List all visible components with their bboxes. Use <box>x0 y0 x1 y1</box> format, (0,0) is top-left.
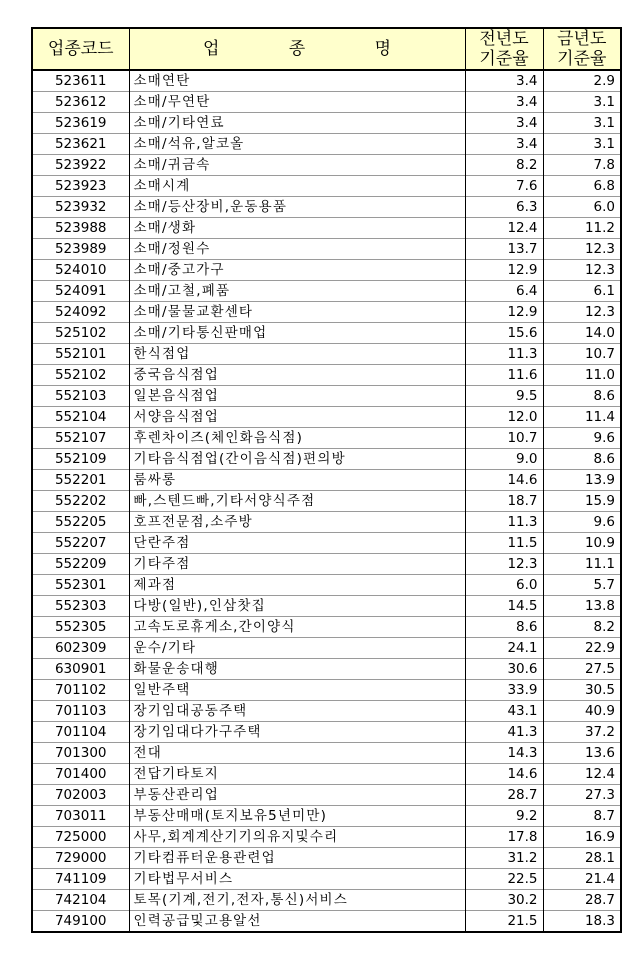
row-code: 729000 <box>32 848 129 869</box>
row-name: 소매/등산장비,운동용품 <box>129 197 465 218</box>
row-curr-rate: 10.7 <box>543 344 621 365</box>
table-row <box>32 70 621 92</box>
row-code: 523923 <box>32 176 129 197</box>
header-prev-rate-line1: 전년도 <box>479 29 529 49</box>
row-prev-rate: 11.3 <box>465 512 543 533</box>
table-row <box>32 428 621 449</box>
row-curr-rate: 12.3 <box>543 302 621 323</box>
row-prev-rate: 31.2 <box>465 848 543 869</box>
row-code: 701103 <box>32 701 129 722</box>
row-curr-rate: 7.8 <box>543 155 621 176</box>
table-row <box>32 449 621 470</box>
row-code: 701102 <box>32 680 129 701</box>
row-prev-rate: 13.7 <box>465 239 543 260</box>
table-row <box>32 155 621 176</box>
table-row <box>32 512 621 533</box>
table-body <box>32 70 621 932</box>
row-curr-rate: 14.0 <box>543 323 621 344</box>
row-name: 다방(일반),인삼찻집 <box>129 596 465 617</box>
row-name: 화물운송대행 <box>129 659 465 680</box>
row-name: 소매/무연탄 <box>129 92 465 113</box>
row-name: 룸싸롱 <box>129 470 465 491</box>
row-curr-rate: 21.4 <box>543 869 621 890</box>
row-name: 빠,스텐드빠,기타서양식주점 <box>129 491 465 512</box>
table-row <box>32 806 621 827</box>
row-name: 소매/고철,폐품 <box>129 281 465 302</box>
row-code: 552202 <box>32 491 129 512</box>
header-code: 업종코드 <box>32 28 129 70</box>
row-curr-rate: 5.7 <box>543 575 621 596</box>
row-curr-rate: 9.6 <box>543 428 621 449</box>
row-prev-rate: 6.4 <box>465 281 543 302</box>
row-name: 소매/석유,알코올 <box>129 134 465 155</box>
row-code: 523922 <box>32 155 129 176</box>
row-curr-rate: 11.4 <box>543 407 621 428</box>
row-code: 523612 <box>32 92 129 113</box>
table-row <box>32 113 621 134</box>
table-row <box>32 617 621 638</box>
row-code: 524091 <box>32 281 129 302</box>
row-name: 토목(기계,전기,전자,통신)서비스 <box>129 890 465 911</box>
row-curr-rate: 15.9 <box>543 491 621 512</box>
row-prev-rate: 3.4 <box>465 92 543 113</box>
row-code: 552305 <box>32 617 129 638</box>
row-code: 525102 <box>32 323 129 344</box>
table-row <box>32 386 621 407</box>
table-row <box>32 176 621 197</box>
row-prev-rate: 3.4 <box>465 134 543 155</box>
row-code: 552207 <box>32 533 129 554</box>
row-prev-rate: 14.3 <box>465 743 543 764</box>
table-row <box>32 743 621 764</box>
row-curr-rate: 13.8 <box>543 596 621 617</box>
table-row <box>32 134 621 155</box>
row-code: 552103 <box>32 386 129 407</box>
row-name: 일반주택 <box>129 680 465 701</box>
row-code: 552102 <box>32 365 129 386</box>
row-name: 소매/정원수 <box>129 239 465 260</box>
row-curr-rate: 11.1 <box>543 554 621 575</box>
row-prev-rate: 8.6 <box>465 617 543 638</box>
row-prev-rate: 30.2 <box>465 890 543 911</box>
row-code: 602309 <box>32 638 129 659</box>
row-curr-rate: 28.7 <box>543 890 621 911</box>
row-curr-rate: 12.3 <box>543 239 621 260</box>
row-name: 장기임대공동주택 <box>129 701 465 722</box>
row-code: 741109 <box>32 869 129 890</box>
row-prev-rate: 12.4 <box>465 218 543 239</box>
row-curr-rate: 9.6 <box>543 512 621 533</box>
row-name: 전대 <box>129 743 465 764</box>
row-name: 사무,회계계산기기의유지및수리 <box>129 827 465 848</box>
header-prev-rate-line2: 기준율 <box>479 49 529 69</box>
row-curr-rate: 8.6 <box>543 449 621 470</box>
row-name: 소매/귀금속 <box>129 155 465 176</box>
row-name: 부동산매매(토지보유5년미만) <box>129 806 465 827</box>
row-code: 742104 <box>32 890 129 911</box>
row-name: 후렌차이즈(체인화음식점) <box>129 428 465 449</box>
row-code: 703011 <box>32 806 129 827</box>
row-code: 552301 <box>32 575 129 596</box>
row-curr-rate: 40.9 <box>543 701 621 722</box>
row-name: 중국음식점업 <box>129 365 465 386</box>
row-prev-rate: 41.3 <box>465 722 543 743</box>
row-name: 소매/기타통신판매업 <box>129 323 465 344</box>
table-row <box>32 218 621 239</box>
table-row <box>32 407 621 428</box>
row-name: 운수/기타 <box>129 638 465 659</box>
row-code: 552303 <box>32 596 129 617</box>
row-name: 기타음식점업(간이음식점)편의방 <box>129 449 465 470</box>
row-curr-rate: 27.3 <box>543 785 621 806</box>
row-curr-rate: 13.6 <box>543 743 621 764</box>
row-prev-rate: 6.3 <box>465 197 543 218</box>
row-name: 일본음식점업 <box>129 386 465 407</box>
header-prev-rate <box>465 28 543 70</box>
row-prev-rate: 9.2 <box>465 806 543 827</box>
row-curr-rate: 18.3 <box>543 911 621 933</box>
row-prev-rate: 9.0 <box>465 449 543 470</box>
row-curr-rate: 6.1 <box>543 281 621 302</box>
row-curr-rate: 6.0 <box>543 197 621 218</box>
row-name: 기타컴퓨터운용관련업 <box>129 848 465 869</box>
row-curr-rate: 10.9 <box>543 533 621 554</box>
row-prev-rate: 3.4 <box>465 70 543 92</box>
row-code: 552209 <box>32 554 129 575</box>
row-name: 서양음식점업 <box>129 407 465 428</box>
table-row <box>32 197 621 218</box>
table-row <box>32 575 621 596</box>
table-row <box>32 680 621 701</box>
row-code: 702003 <box>32 785 129 806</box>
row-prev-rate: 12.9 <box>465 260 543 281</box>
table-row <box>32 470 621 491</box>
row-code: 701300 <box>32 743 129 764</box>
row-curr-rate: 3.1 <box>543 113 621 134</box>
table-row <box>32 281 621 302</box>
row-prev-rate: 12.9 <box>465 302 543 323</box>
row-code: 524010 <box>32 260 129 281</box>
rate-table <box>31 27 622 933</box>
row-prev-rate: 9.5 <box>465 386 543 407</box>
row-code: 749100 <box>32 911 129 933</box>
row-name: 전답기타토지 <box>129 764 465 785</box>
row-name: 소매/중고가구 <box>129 260 465 281</box>
row-name: 한식점업 <box>129 344 465 365</box>
row-prev-rate: 11.6 <box>465 365 543 386</box>
row-curr-rate: 13.9 <box>543 470 621 491</box>
row-code: 552109 <box>32 449 129 470</box>
table-row <box>32 785 621 806</box>
table-row <box>32 323 621 344</box>
row-name: 기타주점 <box>129 554 465 575</box>
header-curr-rate-line2: 기준율 <box>557 49 607 69</box>
row-prev-rate: 22.5 <box>465 869 543 890</box>
row-code: 630901 <box>32 659 129 680</box>
row-code: 523611 <box>32 70 129 92</box>
row-prev-rate: 3.4 <box>465 113 543 134</box>
table-row <box>32 344 621 365</box>
row-prev-rate: 14.6 <box>465 764 543 785</box>
row-code: 523619 <box>32 113 129 134</box>
row-curr-rate: 3.1 <box>543 134 621 155</box>
table-row <box>32 533 621 554</box>
table-row <box>32 701 621 722</box>
row-name: 소매연탄 <box>129 70 465 92</box>
row-code: 552107 <box>32 428 129 449</box>
row-prev-rate: 43.1 <box>465 701 543 722</box>
row-curr-rate: 30.5 <box>543 680 621 701</box>
row-prev-rate: 8.2 <box>465 155 543 176</box>
table-row <box>32 239 621 260</box>
row-prev-rate: 7.6 <box>465 176 543 197</box>
row-prev-rate: 10.7 <box>465 428 543 449</box>
row-code: 701104 <box>32 722 129 743</box>
table-row <box>32 260 621 281</box>
row-prev-rate: 12.0 <box>465 407 543 428</box>
row-name: 고속도로휴게소,간이양식 <box>129 617 465 638</box>
row-code: 523988 <box>32 218 129 239</box>
row-prev-rate: 21.5 <box>465 911 543 933</box>
header-curr-rate <box>543 28 621 70</box>
table-row <box>32 911 621 933</box>
row-code: 523932 <box>32 197 129 218</box>
row-code: 523621 <box>32 134 129 155</box>
row-prev-rate: 30.6 <box>465 659 543 680</box>
row-code: 523989 <box>32 239 129 260</box>
row-code: 552101 <box>32 344 129 365</box>
row-name: 기타법무서비스 <box>129 869 465 890</box>
table-row <box>32 869 621 890</box>
row-prev-rate: 11.3 <box>465 344 543 365</box>
row-curr-rate: 22.9 <box>543 638 621 659</box>
row-curr-rate: 8.7 <box>543 806 621 827</box>
table-row <box>32 92 621 113</box>
table-row <box>32 554 621 575</box>
row-curr-rate: 12.4 <box>543 764 621 785</box>
table-row <box>32 722 621 743</box>
table-row <box>32 302 621 323</box>
row-name: 부동산관리업 <box>129 785 465 806</box>
row-name: 소매/기타연료 <box>129 113 465 134</box>
table-row <box>32 764 621 785</box>
header-curr-rate-line1: 금년도 <box>557 29 607 49</box>
row-prev-rate: 12.3 <box>465 554 543 575</box>
row-prev-rate: 11.5 <box>465 533 543 554</box>
table-row <box>32 827 621 848</box>
row-name: 소매시계 <box>129 176 465 197</box>
row-curr-rate: 3.1 <box>543 92 621 113</box>
row-code: 701400 <box>32 764 129 785</box>
row-name: 인력공급및고용알선 <box>129 911 465 933</box>
table-row <box>32 848 621 869</box>
row-curr-rate: 37.2 <box>543 722 621 743</box>
row-code: 552205 <box>32 512 129 533</box>
table-row <box>32 596 621 617</box>
row-curr-rate: 16.9 <box>543 827 621 848</box>
table-row <box>32 890 621 911</box>
row-curr-rate: 12.3 <box>543 260 621 281</box>
row-prev-rate: 15.6 <box>465 323 543 344</box>
row-prev-rate: 6.0 <box>465 575 543 596</box>
row-curr-rate: 28.1 <box>543 848 621 869</box>
table-row <box>32 638 621 659</box>
row-code: 524092 <box>32 302 129 323</box>
row-prev-rate: 14.6 <box>465 470 543 491</box>
row-name: 장기임대다가구주택 <box>129 722 465 743</box>
table-row <box>32 491 621 512</box>
row-code: 552104 <box>32 407 129 428</box>
header-name: 업 종 명 <box>129 28 465 70</box>
row-curr-rate: 2.9 <box>543 70 621 92</box>
table-row <box>32 365 621 386</box>
row-curr-rate: 11.2 <box>543 218 621 239</box>
row-prev-rate: 17.8 <box>465 827 543 848</box>
row-code: 725000 <box>32 827 129 848</box>
row-curr-rate: 11.0 <box>543 365 621 386</box>
row-name: 단란주점 <box>129 533 465 554</box>
row-code: 552201 <box>32 470 129 491</box>
row-curr-rate: 6.8 <box>543 176 621 197</box>
row-curr-rate: 27.5 <box>543 659 621 680</box>
row-name: 소매/물물교환센타 <box>129 302 465 323</box>
row-prev-rate: 28.7 <box>465 785 543 806</box>
row-prev-rate: 33.9 <box>465 680 543 701</box>
table-row <box>32 659 621 680</box>
header-row <box>32 28 621 70</box>
row-name: 호프전문점,소주방 <box>129 512 465 533</box>
row-name: 제과점 <box>129 575 465 596</box>
row-name: 소매/생화 <box>129 218 465 239</box>
row-curr-rate: 8.6 <box>543 386 621 407</box>
row-curr-rate: 8.2 <box>543 617 621 638</box>
row-prev-rate: 24.1 <box>465 638 543 659</box>
row-prev-rate: 14.5 <box>465 596 543 617</box>
row-prev-rate: 18.7 <box>465 491 543 512</box>
